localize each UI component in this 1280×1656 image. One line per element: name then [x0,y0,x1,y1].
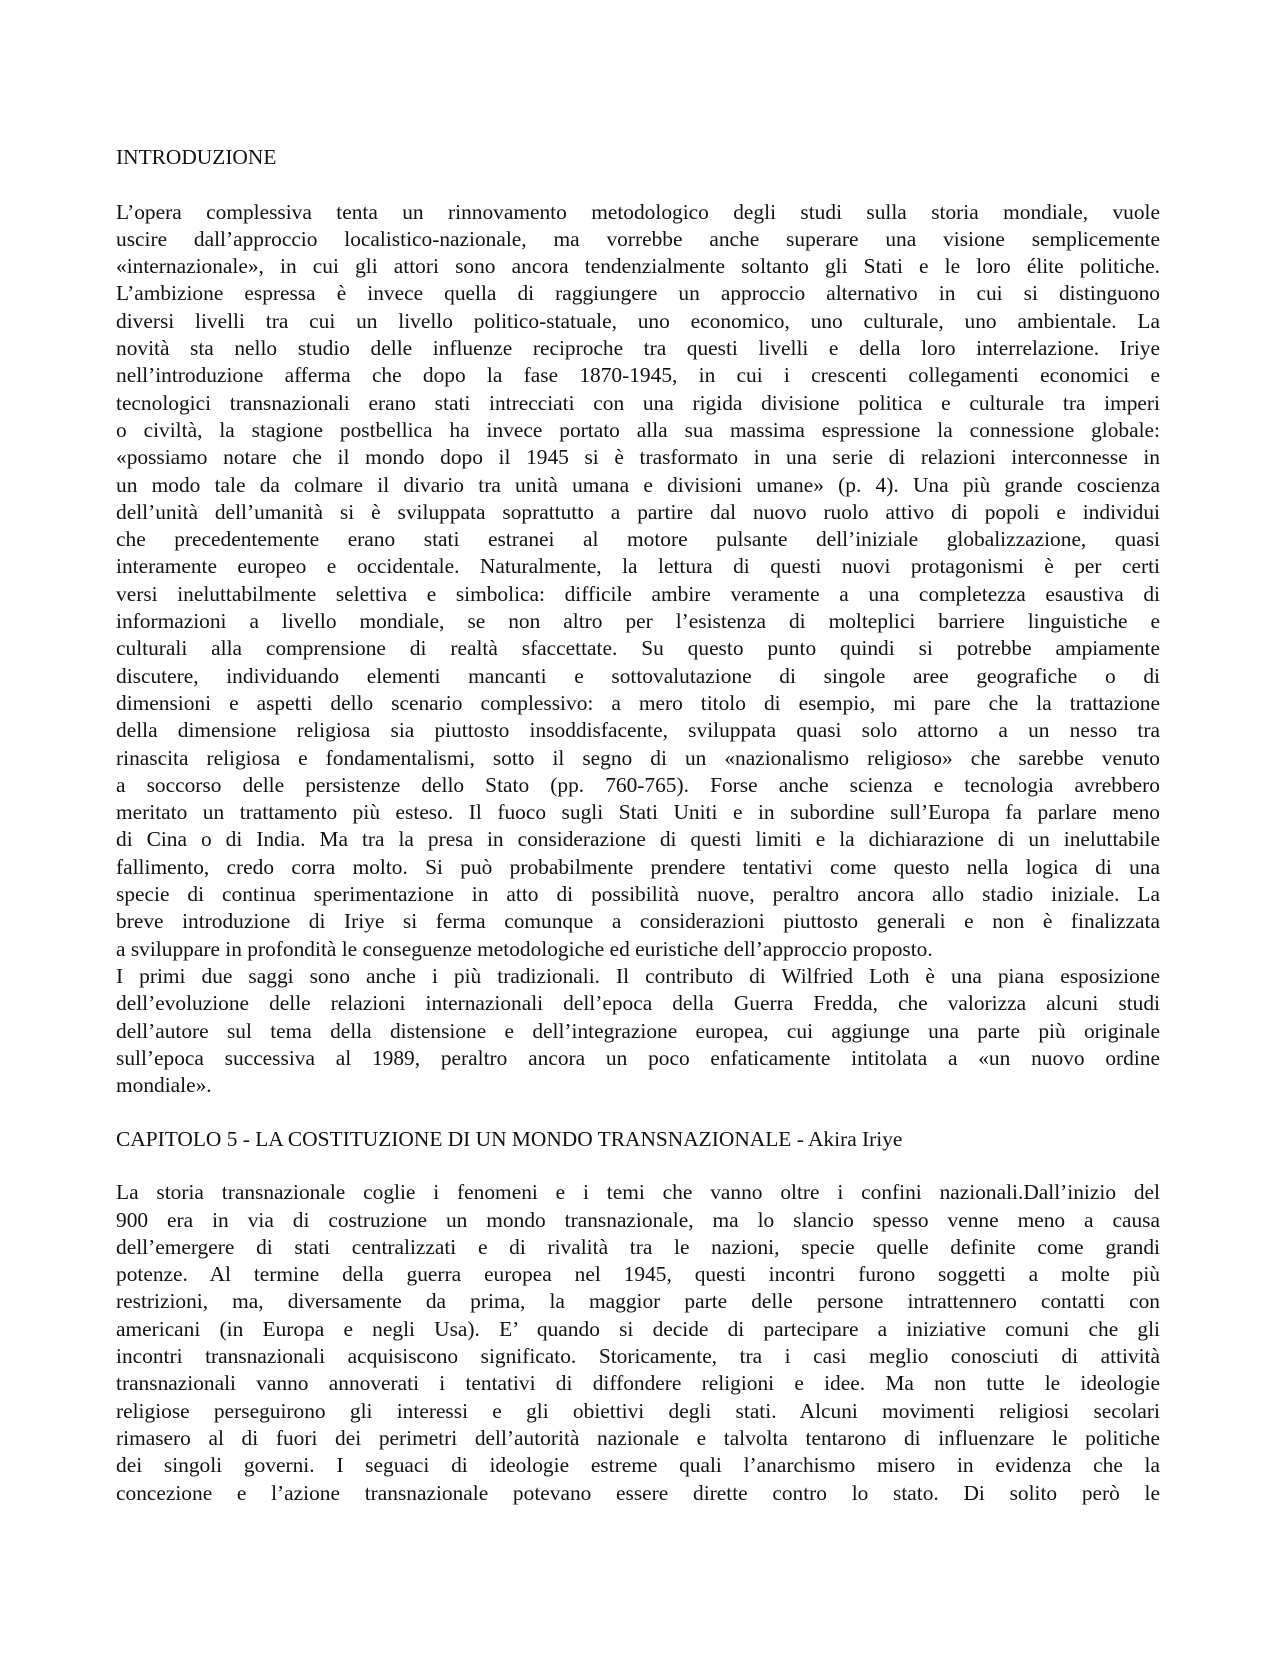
text-line: a sviluppare in profondità le conseguenze metodologiche ed euristiche dell’approccio proposto. [116,936,933,961]
text-line: breve introduzione di Iriye si ferma comunque a considerazioni piuttosto generali e non è finalizzata [116,909,1160,934]
text-line: o civiltà, la stagione postbellica ha invece portato alla sua massima espressione la connessione globale: [116,417,1160,442]
text-line: incontri transnazionali acquisiscono significato. Storicamente, tra i casi meglio conosciuti di attività [116,1344,1160,1369]
text-line: tecnologici transnazionali erano stati intrecciati con una rigida divisione politica e culturale tra imperi [116,390,1160,415]
text-line: americani (in Europa e negli Usa). E’ quando si decide di partecipare a iniziative comuni che gli [116,1316,1160,1341]
text-line: interamente europeo e occidentale. Naturalmente, la lettura di questi nuovi protagonismi è per certi [116,554,1160,579]
text-line: 900 era in via di costruzione un mondo transnazionale, ma lo slancio spesso venne meno a causa [116,1207,1160,1232]
text-line: novità sta nello studio delle influenze reciproche tra questi livelli e della loro interrelazione. Iriye [116,336,1160,361]
text-line: fallimento, credo corra molto. Si può probabilmente prendere tentativi come questo nella logica di una [116,854,1160,879]
text-line: dell’evoluzione delle relazioni internazionali dell’epoca della Guerra Fredda, che valorizza alcuni studi [116,991,1160,1016]
text-line: nell’introduzione afferma che dopo la fase 1870-1945, in cui i crescenti collegamenti economici e [116,363,1160,388]
text-line: dei singoli governi. I seguaci di ideologie estreme quali l’anarchismo misero in evidenza che la [116,1453,1160,1478]
text-line: culturali alla comprensione di realtà sfaccettate. Su questo punto quindi si potrebbe ampiamente [116,636,1160,661]
text-line: sull’epoca successiva al 1989, peraltro ancora un poco enfaticamente intitolata a «un nuovo ordine [116,1045,1160,1070]
text-line: L’ambizione espressa è invece quella di raggiungere un approccio alternativo in cui si distinguono [116,281,1160,306]
heading-introduzione: INTRODUZIONE [116,145,277,169]
paragraph-intro-2 [116,963,1160,1099]
text-line: L’opera complessiva tenta un rinnovamento metodologico degli studi sulla storia mondiale, vuole [116,199,1160,224]
heading-capitolo-5: CAPITOLO 5 - LA COSTITUZIONE DI UN MONDO TRANSNAZIONALE - Akira Iriye [116,1126,903,1151]
text-line: «possiamo notare che il mondo dopo il 1945 si è trasformato in una serie di relazioni interconnesse in [116,445,1160,470]
text-line: rinascita religiosa e fondamentalismi, sotto il segno di un «nazionalismo religioso» che sarebbe venuto [116,745,1160,770]
text-line: specie di continua sperimentazione in atto di possibilità nuove, peraltro ancora allo stadio iniziale. La [116,882,1160,907]
text-line: diversi livelli tra cui un livello politico-statuale, uno economico, uno culturale, uno ambientale. La [116,308,1160,333]
text-line: versi ineluttabilmente selettiva e simbolica: difficile ambire veramente a una completezza esaustiva di [116,581,1160,606]
document-page [116,144,1160,1507]
text-line: religiose perseguirono gli interessi e gli obiettivi degli stati. Alcuni movimenti religiosi secolari [116,1398,1160,1423]
text-line: discutere, individuando elementi mancanti e sottovalutazione di singole aree geografiche o di [116,663,1160,688]
paragraph-intro-1 [116,199,1160,963]
text-line: potenze. Al termine della guerra europea nel 1945, questi incontri furono soggetti a molte più [116,1262,1160,1287]
text-line: dell’emergere di stati centralizzati e di rivalità tra le nazioni, specie quelle definite come grandi [116,1234,1160,1259]
text-line: di Cina o di India. Ma tra la presa in considerazione di questi limiti e la dichiarazione di un ineluttabile [116,827,1160,852]
text-line: «internazionale», in cui gli attori sono ancora tendenzialmente soltanto gli Stati e le loro élite politiche. [116,254,1160,279]
text-line: restrizioni, ma, diversamente da prima, la maggior parte delle persone intrattennero contatti con [116,1289,1160,1314]
text-line: I primi due saggi sono anche i più tradizionali. Il contributo di Wilfried Loth è una piana esposizione [116,963,1160,988]
text-line: rimasero al di fuori dei perimetri dell’autorità nazionale e talvolta tentarono di influenzare le politiche [116,1425,1160,1450]
text-line: dell’autore sul tema della distensione e dell’integrazione europea, cui aggiunge una parte più originale [116,1018,1160,1043]
text-line: informazioni a livello mondiale, se non altro per l’esistenza di molteplici barriere linguistiche e [116,609,1160,634]
text-line: meritato un trattamento più esteso. Il fuoco sugli Stati Uniti e in subordine sull’Europa fa parlare meno [116,800,1160,825]
text-line: uscire dall’approccio localistico-nazionale, ma vorrebbe anche superare una visione semplicemente [116,226,1160,251]
text-line: dimensioni e aspetti dello scenario complessivo: a mero titolo di esempio, mi pare che la trattazione [116,690,1160,715]
text-line: un modo tale da colmare il divario tra unità umana e divisioni umane» (p. 4). Una più grande coscienza [116,472,1160,497]
text-line: mondiale». [116,1073,212,1098]
text-line: dell’unità dell’umanità si è sviluppata soprattutto a partire dal nuovo ruolo attivo di popoli e individui [116,499,1160,524]
paragraph-chapter-1 [116,1179,1160,1507]
text-line: transnazionali vanno annoverati i tentativi di diffondere religioni e idee. Ma non tutte le ideologie [116,1371,1160,1396]
text-line: La storia transnazionale coglie i fenomeni e i temi che vanno oltre i confini nazionali.Dall’inizio del [116,1180,1160,1205]
text-line: concezione e l’azione transnazionale potevano essere dirette contro lo stato. Di solito però le [116,1480,1160,1505]
text-line: della dimensione religiosa sia piuttosto insoddisfacente, sviluppata quasi solo attorno a un nesso tra [116,718,1160,743]
text-line: che precedentemente erano stati estranei al motore pulsante dell’iniziale globalizzazione, quasi [116,527,1160,552]
text-line: a soccorso delle persistenze dello Stato (pp. 760-765). Forse anche scienza e tecnologia avrebbero [116,772,1160,797]
